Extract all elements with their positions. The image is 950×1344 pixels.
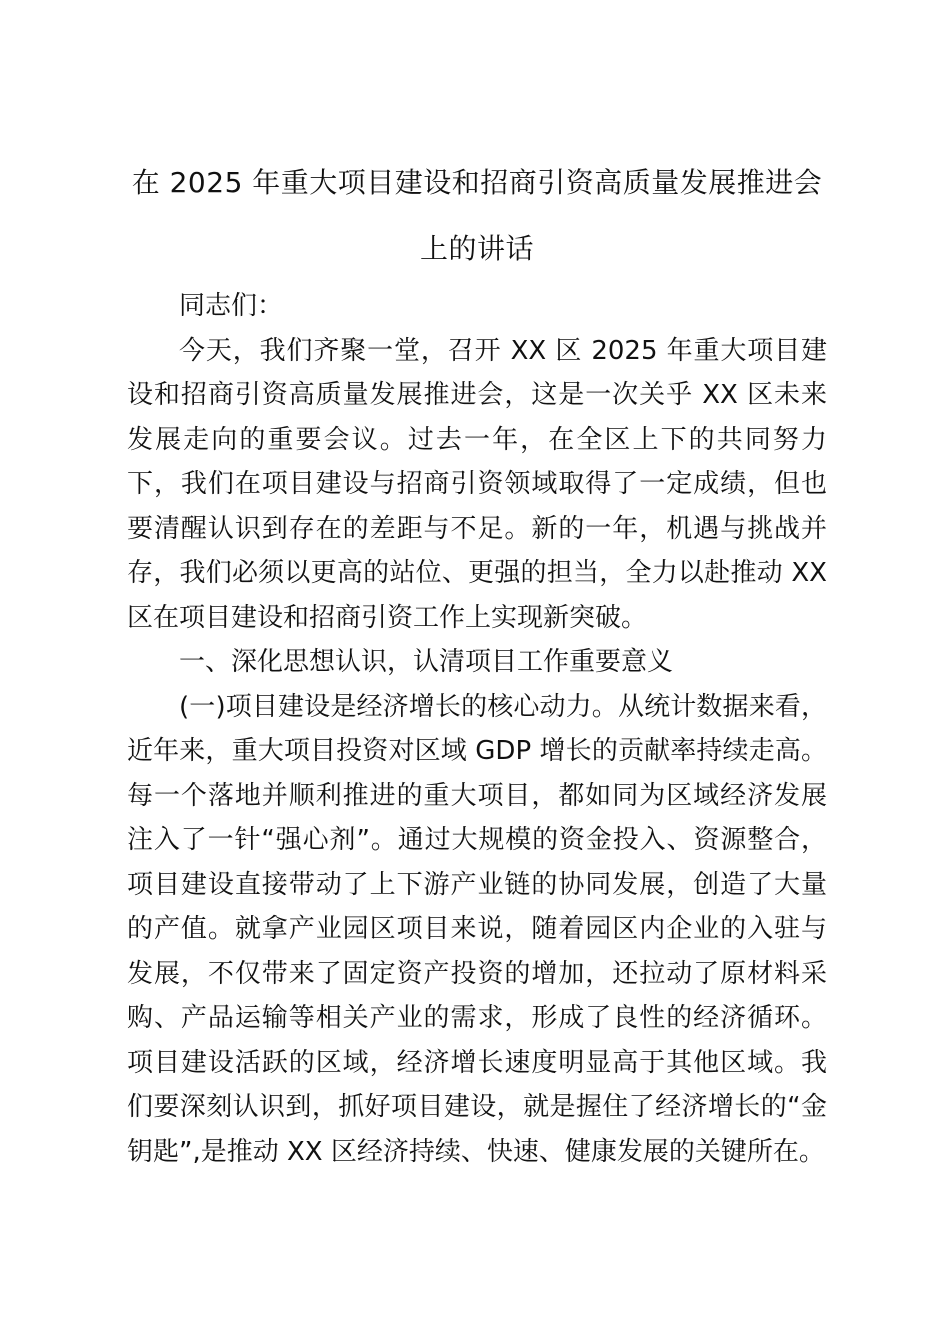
document-page xyxy=(127,150,827,1174)
salutation: 同志们： xyxy=(179,291,284,321)
section-heading: 一、深化思想认识，认清项目工作重要意义 xyxy=(179,647,674,677)
subsection-paragraph: (一)项目建设是经济增长的核心动力。从统计数据来看，近年来，重大项目投资对区域 GDP 增长的贡献率持续走高。每一个落地并顺利推进的重大项目，都如同为区域经济发展注入了一针“强心剂”。通过大规模的资金投入、资源整合，项目建设直接带动了上下游产业链的协同发展，创造了大量的产值。就拿产业园区项目来说，随着园区内企业的入驻与发展，不仅带来了固定资产投资的增加，还拉动了原材料采购、产品运输等相关产业的需求，形成了良性的经济循环。项目建设活跃的区域，经济增长速度明显高于其他区域。我们要深刻认识到，抓好项目建设，就是握住了经济增长的“金钥匙”,是推动 XX 区经济持续、快速、健康发展的关键所在。 xyxy=(127,691,827,1167)
document-body xyxy=(127,284,827,1174)
intro-paragraph: 今天，我们齐聚一堂，召开 XX 区 2025 年重大项目建设和招商引资高质量发展推进会，这是一次关乎 XX 区未来发展走向的重要会议。过去一年，在全区上下的共同努力下，我们在项目建设与招商引资领域取得了一定成绩，但也要清醒认识到存在的差距与不足。新的一年，机遇与挑战并存，我们必须以更高的站位、更强的担当，全力以赴推动 XX 区在项目建设和招商引资工作上实现新突破。 xyxy=(127,335,827,633)
document-title: 在 2025 年重大项目建设和招商引资高质量发展推进会上的讲话 xyxy=(131,166,823,265)
